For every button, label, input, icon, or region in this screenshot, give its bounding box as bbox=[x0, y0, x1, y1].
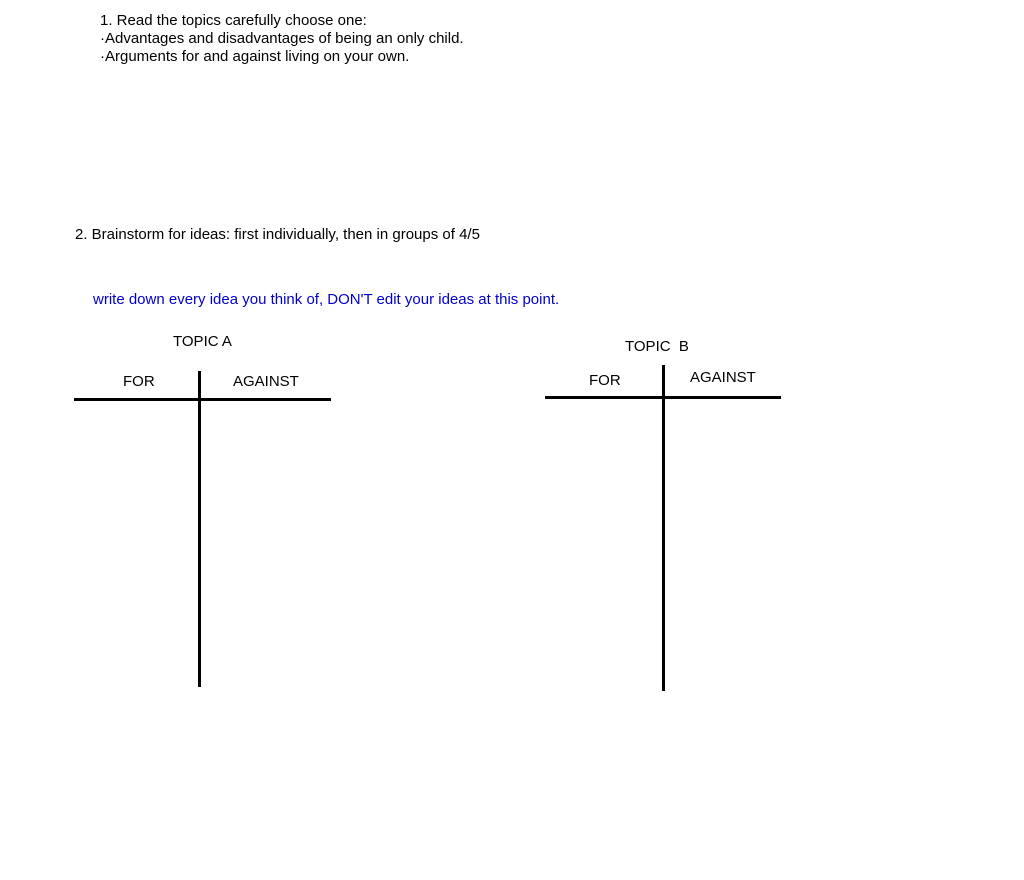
topic-b-vertical-rule bbox=[662, 365, 665, 691]
step2-heading: 2. Brainstorm for ideas: first individually, then in groups of 4/5 bbox=[75, 226, 480, 243]
topic-a-horizontal-rule bbox=[74, 398, 331, 401]
step1-heading: 1. Read the topics carefully choose one: bbox=[100, 12, 367, 29]
topic-a-for-label: FOR bbox=[123, 373, 155, 390]
topic-b-title: TOPIC B bbox=[625, 338, 689, 355]
topic-b-against-label: AGAINST bbox=[690, 369, 756, 386]
topic-a-vertical-rule bbox=[198, 371, 201, 687]
topic-b-for-label: FOR bbox=[589, 372, 621, 389]
brainstorm-note: write down every idea you think of, DON'T edit your ideas at this point. bbox=[93, 291, 560, 308]
topic-option-1: ·Advantages and disadvantages of being an only child. bbox=[100, 30, 464, 47]
topic-option-2: ·Arguments for and against living on your own. bbox=[100, 48, 410, 65]
topic-a-title: TOPIC A bbox=[173, 333, 232, 350]
topic-a-against-label: AGAINST bbox=[233, 373, 299, 390]
